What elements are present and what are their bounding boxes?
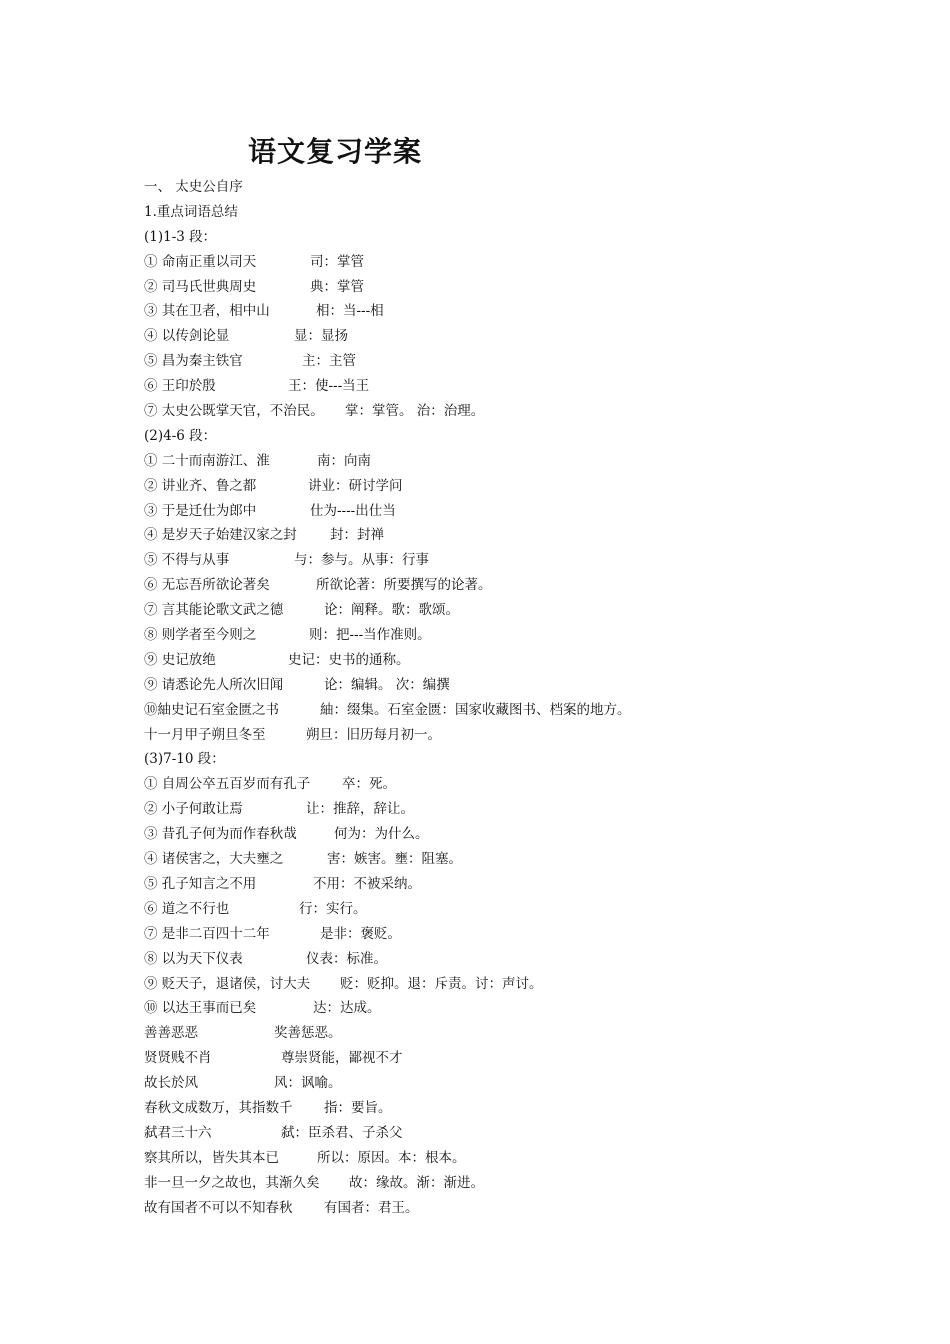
- phrase: ⑥ 王印於殷: [144, 378, 216, 395]
- gloss: 行：实行。: [299, 900, 367, 917]
- vocab-line: [144, 623, 904, 648]
- vocab-line: [144, 349, 904, 374]
- gloss: 所欲论著：所要撰写的论著。: [316, 577, 492, 594]
- gloss: 故：缘故。渐：渐进。: [349, 1174, 484, 1191]
- gloss: 风：讽喻。: [274, 1075, 342, 1092]
- gloss: 何为：为什么。: [334, 826, 429, 843]
- vocab-line: [144, 374, 904, 399]
- vocab-line: [144, 523, 904, 548]
- gloss: 史记：史书的通称。: [288, 651, 410, 668]
- gloss: 害：嫉害。壅：阻塞。: [327, 851, 462, 868]
- phrase: ⑩紬史记石室金匮之书: [144, 701, 279, 718]
- vocab-line: [144, 548, 904, 573]
- phrase: ② 司马氏世典周史: [144, 278, 257, 295]
- phrase: ④ 是岁天子始建汉家之封: [144, 527, 297, 544]
- gloss: 司：掌管: [310, 253, 364, 270]
- phrase: ② 讲业齐、鲁之都: [144, 477, 257, 494]
- vocab-line: [144, 1196, 904, 1221]
- paragraph-group-heading: [144, 424, 904, 449]
- phrase: ③ 昔孔子何为而作春秋哉: [144, 826, 297, 843]
- gloss: 是非：褒贬。: [320, 925, 401, 942]
- subsection-heading: [144, 200, 904, 225]
- line-text: (2)4-6 段：: [144, 427, 217, 444]
- vocab-line: [144, 399, 904, 424]
- gloss: 王：使---当王: [288, 378, 370, 395]
- vocab-line: [144, 822, 904, 847]
- gloss: 封：封禅: [330, 527, 384, 544]
- paragraph-group-heading: [144, 225, 904, 250]
- vocab-line: [144, 1146, 904, 1171]
- phrase: ② 小子何敢让焉: [144, 801, 243, 818]
- phrase: ⑥ 无忘吾所欲论著矣: [144, 577, 270, 594]
- phrase: ① 自周公卒五百岁而有孔子: [144, 776, 311, 793]
- vocab-line: [144, 673, 904, 698]
- vocab-line: [144, 996, 904, 1021]
- vocab-line: [144, 1171, 904, 1196]
- line-text: (3)7-10 段：: [144, 751, 225, 768]
- vocab-line: [144, 1021, 904, 1046]
- vocab-line: [144, 947, 904, 972]
- gloss: 主：主管: [302, 353, 356, 370]
- vocab-line: [144, 299, 904, 324]
- gloss: 指：要旨。: [324, 1099, 392, 1116]
- vocab-line: [144, 1096, 904, 1121]
- page-title: 语文复习学案: [248, 135, 423, 168]
- paragraph-group-heading: [144, 747, 904, 772]
- vocab-line: [144, 499, 904, 524]
- phrase: ① 二十而南游江、淮: [144, 452, 270, 469]
- gloss: 显：显扬: [294, 328, 348, 345]
- gloss: 有国者：君王。: [324, 1199, 419, 1216]
- phrase: 弑君三十六: [144, 1124, 212, 1141]
- phrase: ⑨ 史记放绝: [144, 651, 216, 668]
- phrase: 故有国者不可以不知春秋: [144, 1199, 293, 1216]
- gloss: 论：阐释。歌：歌颂。: [324, 602, 459, 619]
- phrase: 故长於风: [144, 1075, 198, 1092]
- phrase: ⑨ 请悉论先人所次旧闻: [144, 676, 284, 693]
- phrase: ④ 诸侯害之，大夫壅之: [144, 851, 284, 868]
- phrase: ⑦ 太史公既掌天官，不治民。: [144, 403, 324, 420]
- phrase: ⑤ 孔子知言之不用: [144, 875, 257, 892]
- phrase: ⑧ 以为天下仪表: [144, 950, 243, 967]
- phrase: 春秋文成数万，其指数千: [144, 1099, 293, 1116]
- phrase: 贤贤贱不肖: [144, 1050, 212, 1067]
- vocab-line: [144, 573, 904, 598]
- gloss: 典：掌管: [310, 278, 364, 295]
- vocab-line: [144, 250, 904, 275]
- vocab-line: [144, 847, 904, 872]
- phrase: ④ 以传剑论显: [144, 328, 230, 345]
- phrase: ⑤ 昌为秦主铁官: [144, 353, 243, 370]
- phrase: ⑧ 则学者至今则之: [144, 627, 257, 644]
- gloss: 让：推辞，辞让。: [306, 801, 414, 818]
- vocab-line: [144, 723, 904, 748]
- phrase: ③ 其在卫者，相中山: [144, 303, 270, 320]
- vocab-line: [144, 449, 904, 474]
- vocab-line: [144, 474, 904, 499]
- vocab-line: [144, 275, 904, 300]
- document-body: [144, 175, 904, 1220]
- gloss: 讲业：研讨学问: [308, 477, 403, 494]
- section-heading: [144, 175, 904, 200]
- gloss: 南：向南: [317, 452, 371, 469]
- gloss: 弑：臣杀君、子杀父: [281, 1124, 403, 1141]
- gloss: 贬：贬抑。退：斥责。讨：声讨。: [340, 975, 543, 992]
- vocab-line: [144, 872, 904, 897]
- phrase: ⑨ 贬天子，退诸侯，讨大夫: [144, 975, 311, 992]
- gloss: 则：把---当作准则。: [309, 627, 431, 644]
- phrase: 十一月甲子朔旦冬至: [144, 726, 266, 743]
- gloss: 朔旦：旧历每月初一。: [306, 726, 441, 743]
- vocab-line: [144, 1046, 904, 1071]
- gloss: 与：参与。从事：行事: [294, 552, 429, 569]
- vocab-line: [144, 797, 904, 822]
- vocab-line: [144, 922, 904, 947]
- phrase: 察其所以，皆失其本已: [144, 1149, 279, 1166]
- phrase: 善善恶恶: [144, 1025, 198, 1042]
- phrase: ③ 于是迁仕为郎中: [144, 502, 257, 519]
- phrase: ⑦ 言其能论歌文武之德: [144, 602, 284, 619]
- gloss: 论：编辑。 次：编撰: [324, 676, 450, 693]
- vocab-line: [144, 698, 904, 723]
- phrase: ⑦ 是非二百四十二年: [144, 925, 270, 942]
- phrase: ⑥ 道之不行也: [144, 900, 230, 917]
- gloss: 尊崇贤能，鄙视不才: [281, 1050, 403, 1067]
- vocab-line: [144, 648, 904, 673]
- vocab-line: [144, 1071, 904, 1096]
- line-text: (1)1-3 段：: [144, 228, 217, 245]
- line-text: 1.重点词语总结: [144, 203, 238, 220]
- vocab-line: [144, 598, 904, 623]
- gloss: 仪表：标准。: [306, 950, 387, 967]
- gloss: 掌：掌管。 治：治理。: [345, 403, 485, 420]
- vocab-line: [144, 772, 904, 797]
- gloss: 不用：不被采纳。: [313, 875, 421, 892]
- vocab-line: [144, 1121, 904, 1146]
- line-text: 一、 太史公自序: [144, 179, 243, 195]
- gloss: 紬：缀集。石室金匮：国家收藏图书、档案的地方。: [320, 701, 631, 718]
- gloss: 达：达成。: [313, 1000, 381, 1017]
- phrase: ⑤ 不得与从事: [144, 552, 230, 569]
- phrase: ① 命南正重以司天: [144, 253, 257, 270]
- gloss: 仕为----出仕当: [310, 502, 396, 519]
- gloss: 相：当---相: [316, 303, 384, 320]
- phrase: ⑩ 以达王事而已矣: [144, 1000, 257, 1017]
- vocab-line: [144, 324, 904, 349]
- phrase: 非一旦一夕之故也，其渐久矣: [144, 1174, 320, 1191]
- vocab-line: [144, 897, 904, 922]
- gloss: 所以：原因。本：根本。: [317, 1149, 466, 1166]
- vocab-line: [144, 972, 904, 997]
- gloss: 奖善惩恶。: [274, 1025, 342, 1042]
- gloss: 卒：死。: [342, 776, 396, 793]
